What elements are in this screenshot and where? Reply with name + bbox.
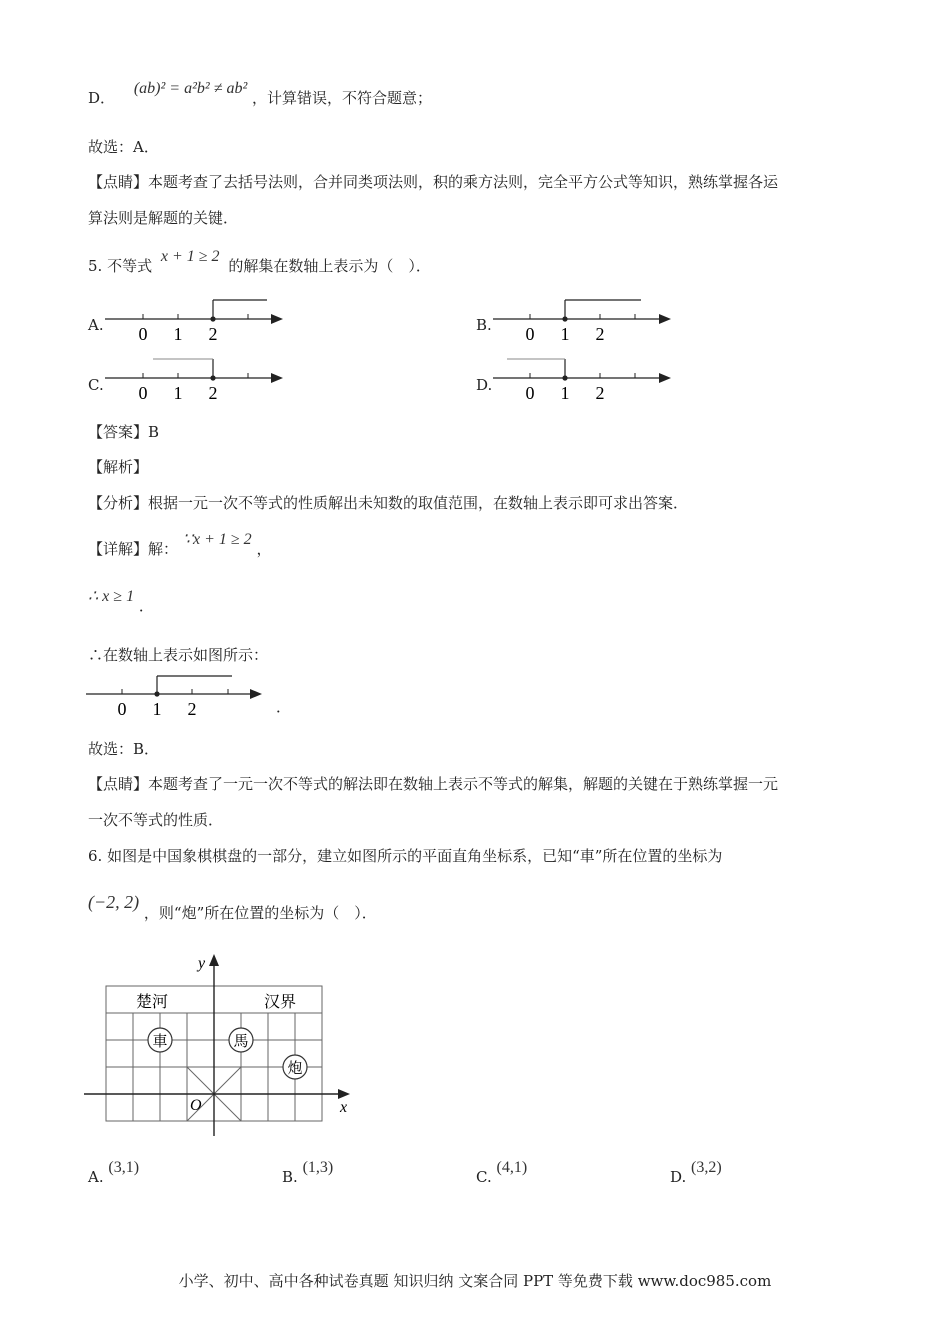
analysis-title: 【解析】 (88, 458, 149, 476)
detail-prefix: 【详解】解： (88, 540, 179, 558)
solution-numberline (86, 672, 286, 722)
y-axis-label: y (198, 955, 206, 972)
q5-option-a-label: A. (88, 316, 104, 334)
q5-option-c-label: C. (88, 376, 104, 394)
question6-line1: 6. 如图是中国象棋棋盘的一部分，建立如图所示的平面直角坐标系，已知“車”所在位置的坐标为 (88, 847, 723, 865)
question6-line2 (88, 892, 377, 923)
piece-che (148, 1028, 172, 1052)
piece-ma-label: 馬 (233, 1032, 249, 1050)
tick-label-2: 2 (595, 383, 605, 403)
tick-label-0: 0 (138, 324, 148, 344)
therefore-line (88, 588, 154, 617)
chess-board-diagram (84, 950, 364, 1140)
question5-prefix: 5. 不等式 (88, 257, 153, 275)
question5-inequality: x + 1 ≥ 2 (160, 248, 220, 265)
tick-label-1: 1 (152, 699, 162, 719)
tick-label-0: 0 (525, 324, 535, 344)
q6-option-c (476, 1159, 528, 1187)
piece-pao (283, 1055, 307, 1079)
q6-option-a-label: A. (88, 1168, 104, 1186)
piece-pao-label: 炮 (287, 1059, 303, 1077)
q6-option-b-label: B. (282, 1168, 298, 1186)
question5 (88, 248, 431, 277)
option-d-formula: (ab)² = a²b² ≠ ab² (133, 80, 248, 97)
origin-label: O (190, 1097, 202, 1114)
river-right-label: 汉界 (264, 992, 297, 1011)
x-axis-label: x (340, 1099, 348, 1116)
q6-option-b-value: (1,3) (302, 1159, 334, 1176)
q6-option-b (282, 1159, 334, 1187)
q5-option-b-numberline (493, 296, 673, 346)
detail-suffix: ， (256, 540, 272, 558)
detail-formula: ∵x + 1 ≥ 2 (182, 531, 252, 548)
q6-option-a-value: (3,1) (108, 1159, 140, 1176)
q5-option-d-label: D. (476, 376, 493, 394)
q6-option-d (670, 1159, 722, 1187)
therefore-formula: ∴ x ≥ 1 (88, 588, 135, 605)
tick-label-2: 2 (208, 383, 218, 403)
therefore-numberline-text: ∴在数轴上表示如图所示： (88, 646, 269, 664)
piece-che-label: 車 (152, 1032, 168, 1050)
q6-option-d-label: D. (670, 1168, 687, 1186)
choose-a: 故选：A． (88, 138, 159, 156)
choose-b: 故选：B． (88, 740, 160, 758)
solution-period: ． (276, 698, 292, 716)
tick-label-0: 0 (117, 699, 127, 719)
question6-text: ，则“炮”所在位置的坐标为（ ）． (143, 904, 377, 922)
comment1-line2: 算法则是解题的关键． (88, 209, 239, 227)
comment1-line1: 【点睛】本题考查了去括号法则，合并同类项法则，积的乘方法则，完全平方公式等知识，熟练掌握各运 (88, 173, 779, 191)
q5-option-a-numberline (105, 296, 285, 346)
q6-option-c-value: (4,1) (496, 1159, 528, 1176)
question5-suffix: 的解集在数轴上表示为（ ）． (228, 257, 431, 275)
option-d-label: D． (88, 89, 116, 107)
tick-label-2: 2 (595, 324, 605, 344)
river-left-label: 楚河 (136, 992, 169, 1011)
tick-label-2: 2 (187, 699, 197, 719)
therefore-suffix: ． (138, 597, 154, 615)
q5-option-c-numberline (105, 355, 285, 405)
tick-label-1: 1 (560, 324, 570, 344)
piece-ma (229, 1028, 253, 1052)
q6-option-a (88, 1159, 140, 1187)
comment2-line2: 一次不等式的性质． (88, 811, 224, 829)
answer: 【答案】B (88, 423, 160, 441)
tick-label-1: 1 (173, 324, 183, 344)
tick-label-1: 1 (173, 383, 183, 403)
tick-label-1: 1 (560, 383, 570, 403)
tick-label-0: 0 (138, 383, 148, 403)
tick-label-2: 2 (208, 324, 218, 344)
comment2-line1: 【点睛】本题考查了一元一次不等式的解法即在数轴上表示不等式的解集，解题的关键在于熟练掌握一元 (88, 775, 779, 793)
q6-option-c-label: C. (476, 1168, 492, 1186)
page-footer: 小学、初中、高中各种试卷真题 知识归纳 文案合同 PPT 等免费下载 www.doc985.com (178, 1272, 772, 1290)
q6-option-d-value: (3,2) (691, 1159, 722, 1176)
q5-option-b-label: B. (476, 316, 492, 334)
detail-line (88, 531, 272, 560)
tick-label-0: 0 (525, 383, 535, 403)
q5-option-d-numberline (493, 355, 673, 405)
option-d-line (88, 80, 433, 109)
question6-coordinate: (−2, 2) (88, 892, 140, 912)
option-d-text: ，计算错误，不符合题意； (252, 89, 433, 107)
analysis-text: 【分析】根据一元一次不等式的性质解出未知数的取值范围，在数轴上表示即可求出答案． (88, 494, 689, 512)
